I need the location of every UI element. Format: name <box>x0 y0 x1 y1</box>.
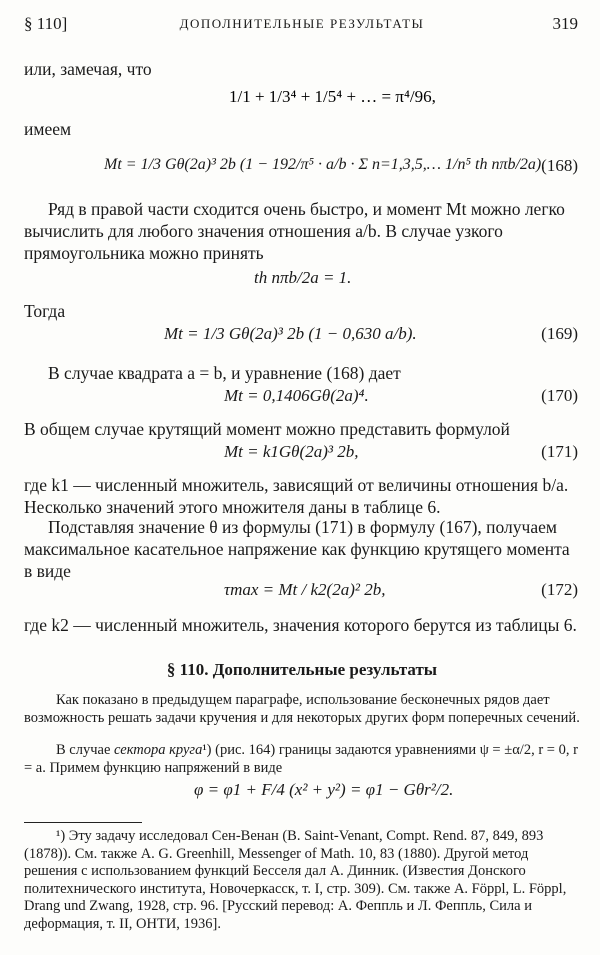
equation-series-text: 1/1 + 1/3⁴ + 1/5⁴ + … = π⁴/96, <box>229 87 436 106</box>
header-section: § 110] <box>24 14 68 33</box>
equation-172-formula: τmax = Mt / k2(2a)² 2b, <box>224 580 386 599</box>
equation-168-number: (168) <box>541 156 578 175</box>
paragraph-9: где k2 — численный множитель, значения которого берутся из таблицы 6. <box>24 615 577 635</box>
small-paragraph-2 <box>24 742 580 777</box>
header-title: ДОПОЛНИТЕЛЬНЫЕ РЕЗУЛЬТАТЫ <box>179 16 425 31</box>
equation-170-number: (170) <box>541 386 578 405</box>
equation-169-number: (169) <box>541 324 578 343</box>
equation-168 <box>24 150 580 190</box>
paragraph-8: Подставляя значение θ из формулы (171) в формулу (167), получаем максимальное касательное напряжение как функцию крутящего момента в виде <box>24 517 570 581</box>
paragraph-2: имеем <box>24 119 72 139</box>
equation-172-number: (172) <box>541 580 578 599</box>
equation-169-formula: Mt = 1/3 Gθ(2a)³ 2b (1 − 0,630 a/b). <box>164 324 417 343</box>
small-paragraph-2-start: В случае <box>56 742 115 758</box>
equation-series <box>24 78 580 118</box>
running-header <box>24 14 580 38</box>
page-number: 319 <box>552 14 578 33</box>
book-page <box>24 0 580 955</box>
equation-172 <box>24 576 580 610</box>
paragraph-5: В случае квадрата a = b, и уравнение (168) дает <box>48 363 401 383</box>
equation-171 <box>24 442 580 472</box>
footnote-rule <box>24 822 142 823</box>
small-paragraph-2-emph: сектора круга <box>114 742 203 758</box>
paragraph-3: Ряд в правой части сходится очень быстро, и момент Mt можно легко вычислить для любого значения отношения a/b. В случае узкого прямоугольника можно принять <box>24 199 565 263</box>
equation-phi-formula: φ = φ1 + F/4 (x² + y²) = φ1 − Gθr²/2. <box>194 780 454 799</box>
equation-phi <box>24 780 580 810</box>
equation-169 <box>24 324 580 354</box>
equation-171-number: (171) <box>541 442 578 461</box>
equation-th-formula: th nπb/2a = 1. <box>254 268 352 287</box>
equation-171-formula: Mt = k1Gθ(2a)³ 2b, <box>224 442 359 461</box>
section-heading: § 110. Дополнительные результаты <box>166 660 438 679</box>
equation-170 <box>24 386 580 416</box>
small-paragraph-2-end: ¹) (рис. 164) границы задаются уравнениями ψ = ±α/2, r = 0, r = a. Примем функцию напряжений в виде <box>24 742 578 776</box>
paragraph-6: В общем случае крутящий момент можно представить формулой <box>24 419 510 439</box>
small-paragraph-1: Как показано в предыдущем параграфе, использование бесконечных рядов дает возможность решать задачи кручения и для некоторых других форм поперечных сечений. <box>24 692 580 726</box>
equation-th <box>24 268 580 298</box>
equation-170-formula: Mt = 0,1406Gθ(2a)⁴. <box>224 386 369 405</box>
paragraph-7: где k1 — численный множитель, зависящий от величины отношения b/a. Несколько значений этого множителя даны в таблице 6. <box>24 475 569 517</box>
equation-168-formula: Mt = 1/3 Gθ(2a)³ 2b (1 − 192/π⁵ · a/b · Σ n=1,3,5,… 1/n⁵ th nπb/2a). <box>104 156 546 173</box>
paragraph-1: или, замечая, что <box>24 59 152 79</box>
paragraph-4: Тогда <box>24 301 66 321</box>
footnote: ¹) Эту задачу исследовал Сен-Венан (B. Saint-Venant, Compt. Rend. 87, 849, 893 (1878)). См. также A. G. Greenhill, Messenger of Math. 10, 83 (1880). Другой метод решения с использованием функций Бесселя дал А. Динник. (Известия Донского политехнического института, Новочеркасск, т. I, стр. 309). См. также A. Föppl, L. Föppl, Drang und Zwang, 1928, стр. 96. [Русский перевод: А. Феппль и Л. Феппль, Сила и деформация, т. II, ОНТИ, 1936]. <box>24 828 567 932</box>
